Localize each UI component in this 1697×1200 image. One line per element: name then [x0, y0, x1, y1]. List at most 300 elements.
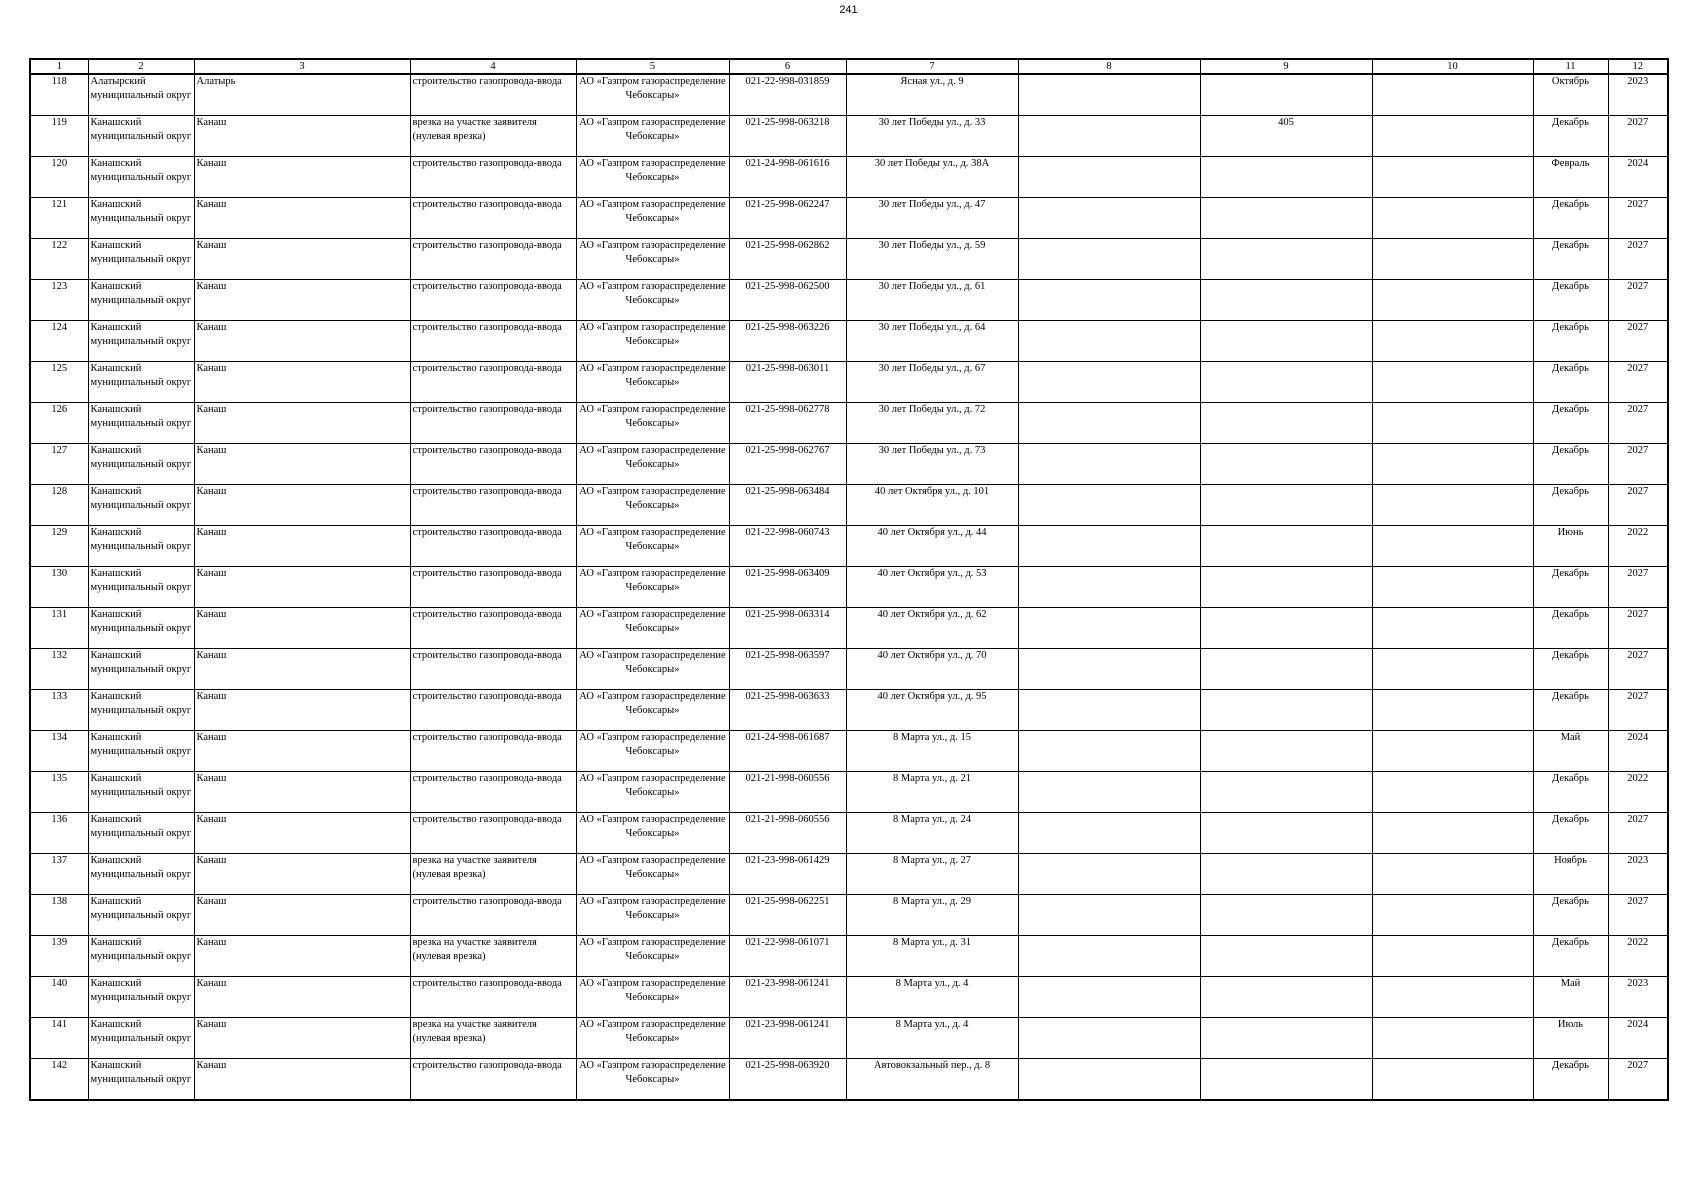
month-cell-text: Декабрь: [1552, 199, 1589, 210]
year-cell-text: 2027: [1627, 896, 1649, 907]
column-8-cell-text: [1021, 608, 1198, 648]
month-cell-text: Декабрь: [1552, 117, 1589, 128]
column-9-cell: [1200, 1059, 1372, 1101]
address-cell: [846, 1059, 1018, 1101]
application-code-cell: [729, 813, 846, 854]
work-type-cell-text: строительство газопровода-ввода: [412, 896, 562, 907]
column-9-cell-text: [1203, 1059, 1370, 1099]
column-10-cell: [1372, 854, 1533, 895]
column-10-cell-text: [1375, 690, 1531, 730]
column-header: 1: [30, 59, 88, 74]
column-8-cell: [1018, 936, 1200, 977]
table-row: [30, 280, 1668, 321]
work-type-cell-text: строительство газопровода-ввода: [412, 199, 562, 210]
application-code-cell-text: 021-25-998-063226: [745, 322, 830, 333]
year-cell-text: 2022: [1627, 773, 1649, 784]
month-cell: [1533, 321, 1608, 362]
column-9-cell: [1200, 608, 1372, 649]
row-number-text: 141: [51, 1019, 68, 1030]
column-9-cell-text: [1203, 813, 1370, 853]
column-header: 6: [729, 59, 846, 74]
application-code-cell: [729, 157, 846, 198]
district-cell: [88, 74, 194, 116]
month-cell: [1533, 1018, 1608, 1059]
address-cell: [846, 567, 1018, 608]
table-row: [30, 321, 1668, 362]
row-number-text: 122: [51, 240, 68, 251]
month-cell-text: Декабрь: [1552, 363, 1589, 374]
column-9-cell-text: [1203, 1018, 1370, 1058]
address-cell: [846, 526, 1018, 567]
row-number: [30, 362, 88, 403]
organization-cell-text: АО «Газпром газораспределение Чебоксары»: [579, 937, 726, 962]
row-number-text: 126: [51, 404, 68, 415]
month-cell: [1533, 567, 1608, 608]
work-type-cell-text: строительство газопровода-ввода: [412, 978, 562, 989]
city-cell-text: Канаш: [196, 1019, 227, 1030]
table-row: [30, 74, 1668, 116]
column-10-cell-text: [1375, 75, 1531, 115]
work-type-cell: [410, 772, 576, 813]
column-9-cell-text: [1203, 731, 1370, 771]
address-cell-text: Ясная ул., д. 9: [900, 76, 964, 87]
row-number-text: 140: [51, 978, 68, 989]
column-9-cell-text: [1203, 362, 1370, 402]
address-cell-text: Автовокзальный пер., д. 8: [873, 1060, 991, 1071]
district-cell-text: Канашский муниципальный округ: [90, 609, 192, 634]
application-code-cell-text: 021-22-998-060743: [745, 527, 830, 538]
application-code-cell-text: 021-25-998-063409: [745, 568, 830, 579]
month-cell: [1533, 936, 1608, 977]
row-number: [30, 444, 88, 485]
month-cell-text: Июль: [1557, 1019, 1584, 1030]
month-cell-text: Декабрь: [1552, 1060, 1589, 1071]
column-8-cell-text: [1021, 731, 1198, 771]
district-cell-text: Канашский муниципальный округ: [90, 691, 192, 716]
application-code-cell: [729, 854, 846, 895]
month-cell: [1533, 772, 1608, 813]
column-9-cell-text: [1203, 198, 1370, 238]
work-type-cell-text: врезка на участке заявителя (нулевая врезка): [412, 1019, 537, 1044]
month-cell-text: Декабрь: [1552, 609, 1589, 620]
year-cell-text: 2027: [1627, 281, 1649, 292]
district-cell-text: Алатырский муниципальный округ: [90, 76, 192, 101]
city-cell-text: Канаш: [196, 404, 227, 415]
month-cell-text: Декабрь: [1552, 240, 1589, 251]
column-10-cell-text: [1375, 977, 1531, 1017]
address-cell: [846, 854, 1018, 895]
organization-cell: [576, 649, 729, 690]
city-cell: [194, 321, 410, 362]
district-cell-text: Канашский муниципальный округ: [90, 322, 192, 347]
application-code-cell: [729, 772, 846, 813]
application-code-cell: [729, 526, 846, 567]
organization-cell-text: АО «Газпром газораспределение Чебоксары»: [579, 199, 726, 224]
city-cell: [194, 1018, 410, 1059]
district-cell-text: Канашский муниципальный округ: [90, 240, 192, 265]
row-number: [30, 1059, 88, 1101]
column-10-cell-text: [1375, 854, 1531, 894]
district-cell-text: Канашский муниципальный округ: [90, 527, 192, 552]
column-8-cell: [1018, 444, 1200, 485]
month-cell-text: Октябрь: [1551, 76, 1590, 87]
column-header: 11: [1533, 59, 1608, 74]
work-type-cell-text: строительство газопровода-ввода: [412, 363, 562, 374]
city-cell-text: Канаш: [196, 732, 227, 743]
city-cell: [194, 813, 410, 854]
district-cell: [88, 690, 194, 731]
city-cell: [194, 485, 410, 526]
organization-cell-text: АО «Газпром газораспределение Чебоксары»: [579, 158, 726, 183]
month-cell-text: Декабрь: [1552, 322, 1589, 333]
application-code-cell: [729, 895, 846, 936]
column-9-cell-text: [1203, 772, 1370, 812]
district-cell-text: Канашский муниципальный округ: [90, 896, 192, 921]
city-cell-text: Канаш: [196, 978, 227, 989]
address-cell: [846, 362, 1018, 403]
month-cell: [1533, 649, 1608, 690]
column-10-cell: [1372, 526, 1533, 567]
application-code-cell: [729, 649, 846, 690]
work-type-cell-text: строительство газопровода-ввода: [412, 322, 562, 333]
work-type-cell-text: строительство газопровода-ввода: [412, 240, 562, 251]
organization-cell: [576, 854, 729, 895]
work-type-cell: [410, 1059, 576, 1101]
column-9-cell-text: 405: [1278, 117, 1294, 128]
column-8-cell: [1018, 649, 1200, 690]
table-row: [30, 239, 1668, 280]
district-cell-text: Канашский муниципальный округ: [90, 363, 192, 388]
organization-cell-text: АО «Газпром газораспределение Чебоксары»: [579, 404, 726, 429]
organization-cell: [576, 977, 729, 1018]
year-cell-text: 2024: [1627, 732, 1649, 743]
application-code-cell-text: 021-24-998-061616: [745, 158, 830, 169]
address-cell-text: 30 лет Победы ул., д. 67: [878, 363, 986, 374]
organization-cell-text: АО «Газпром газораспределение Чебоксары»: [579, 773, 726, 798]
work-type-cell-text: врезка на участке заявителя (нулевая врезка): [412, 117, 537, 142]
year-cell: [1608, 772, 1668, 813]
column-8-cell-text: [1021, 444, 1198, 484]
district-cell: [88, 936, 194, 977]
table-row: [30, 1059, 1668, 1101]
city-cell: [194, 403, 410, 444]
application-code-cell-text: 021-25-998-062251: [745, 896, 830, 907]
column-8-cell-text: [1021, 567, 1198, 607]
application-code-cell-text: 021-25-998-063484: [745, 486, 830, 497]
district-cell-text: Канашский муниципальный округ: [90, 855, 192, 880]
column-9-cell-text: [1203, 690, 1370, 730]
month-cell-text: Декабрь: [1552, 896, 1589, 907]
column-9-cell: [1200, 280, 1372, 321]
column-9-cell-text: [1203, 157, 1370, 197]
month-cell-text: Декабрь: [1552, 650, 1589, 661]
address-cell-text: 8 Марта ул., д. 29: [893, 896, 971, 907]
column-8-cell-text: [1021, 772, 1198, 812]
row-number-text: 128: [51, 486, 68, 497]
table-row: [30, 772, 1668, 813]
organization-cell-text: АО «Газпром газораспределение Чебоксары»: [579, 322, 726, 347]
application-code-cell: [729, 485, 846, 526]
district-cell: [88, 567, 194, 608]
month-cell-text: Декабрь: [1552, 773, 1589, 784]
work-type-cell: [410, 608, 576, 649]
column-8-cell: [1018, 157, 1200, 198]
column-10-cell-text: [1375, 895, 1531, 935]
city-cell: [194, 198, 410, 239]
organization-cell-text: АО «Газпром газораспределение Чебоксары»: [579, 814, 726, 839]
application-code-cell: [729, 608, 846, 649]
organization-cell: [576, 895, 729, 936]
city-cell-text: Канаш: [196, 691, 227, 702]
district-cell-text: Канашский муниципальный округ: [90, 1060, 192, 1085]
work-type-cell-text: врезка на участке заявителя (нулевая врезка): [412, 855, 537, 880]
address-cell-text: 40 лет Октября ул., д. 101: [874, 486, 990, 497]
city-cell-text: Канаш: [196, 527, 227, 538]
application-code-cell: [729, 731, 846, 772]
application-code-cell-text: 021-24-998-061687: [745, 732, 830, 743]
organization-cell-text: АО «Газпром газораспределение Чебоксары»: [579, 896, 726, 921]
work-type-cell-text: строительство газопровода-ввода: [412, 568, 562, 579]
column-8-cell-text: [1021, 813, 1198, 853]
city-cell: [194, 444, 410, 485]
row-number-text: 121: [51, 199, 68, 210]
year-cell-text: 2027: [1627, 691, 1649, 702]
address-cell: [846, 895, 1018, 936]
organization-cell: [576, 321, 729, 362]
city-cell-text: Канаш: [196, 609, 227, 620]
table-row: [30, 444, 1668, 485]
table-row: [30, 854, 1668, 895]
column-10-cell: [1372, 321, 1533, 362]
column-8-cell: [1018, 772, 1200, 813]
column-10-cell: [1372, 936, 1533, 977]
column-9-cell-text: [1203, 485, 1370, 525]
row-number-text: 125: [51, 363, 68, 374]
column-9-cell-text: [1203, 403, 1370, 443]
organization-cell-text: АО «Газпром газораспределение Чебоксары»: [579, 1019, 726, 1044]
column-8-cell-text: [1021, 485, 1198, 525]
column-10-cell: [1372, 157, 1533, 198]
year-cell-text: 2027: [1627, 445, 1649, 456]
organization-cell: [576, 362, 729, 403]
year-cell-text: 2027: [1627, 568, 1649, 579]
district-cell: [88, 157, 194, 198]
column-10-cell: [1372, 239, 1533, 280]
column-8-cell-text: [1021, 1059, 1198, 1099]
application-code-cell: [729, 403, 846, 444]
month-cell-text: Декабрь: [1552, 486, 1589, 497]
column-9-cell: [1200, 362, 1372, 403]
organization-cell: [576, 1059, 729, 1101]
address-cell-text: 40 лет Октября ул., д. 70: [877, 650, 987, 661]
year-cell: [1608, 485, 1668, 526]
organization-cell-text: АО «Газпром газораспределение Чебоксары»: [579, 240, 726, 265]
address-cell-text: 30 лет Победы ул., д. 72: [878, 404, 986, 415]
year-cell-text: 2023: [1627, 76, 1649, 87]
year-cell: [1608, 649, 1668, 690]
city-cell: [194, 74, 410, 116]
row-number-text: 139: [51, 937, 68, 948]
organization-cell: [576, 1018, 729, 1059]
row-number: [30, 403, 88, 444]
city-cell-text: Канаш: [196, 158, 227, 169]
month-cell-text: Декабрь: [1552, 568, 1589, 579]
organization-cell-text: АО «Газпром газораспределение Чебоксары»: [579, 568, 726, 593]
year-cell: [1608, 321, 1668, 362]
organization-cell: [576, 813, 729, 854]
column-8-cell: [1018, 608, 1200, 649]
application-code-cell-text: 021-21-998-060556: [745, 814, 830, 825]
district-cell: [88, 649, 194, 690]
work-type-cell: [410, 280, 576, 321]
month-cell: [1533, 690, 1608, 731]
column-9-cell: [1200, 936, 1372, 977]
address-cell: [846, 731, 1018, 772]
work-type-cell: [410, 526, 576, 567]
district-cell-text: Канашский муниципальный округ: [90, 486, 192, 511]
year-cell: [1608, 1018, 1668, 1059]
organization-cell: [576, 444, 729, 485]
column-8-cell-text: [1021, 280, 1198, 320]
address-cell-text: 40 лет Октября ул., д. 95: [877, 691, 987, 702]
city-cell: [194, 1059, 410, 1101]
column-10-cell-text: [1375, 239, 1531, 279]
work-type-cell: [410, 567, 576, 608]
column-10-cell: [1372, 813, 1533, 854]
city-cell-text: Канаш: [196, 896, 227, 907]
column-9-cell: [1200, 567, 1372, 608]
work-type-cell-text: строительство газопровода-ввода: [412, 1060, 562, 1071]
row-number: [30, 977, 88, 1018]
column-9-cell-text: [1203, 977, 1370, 1017]
address-cell: [846, 116, 1018, 157]
address-cell: [846, 977, 1018, 1018]
month-cell: [1533, 116, 1608, 157]
table-row: [30, 895, 1668, 936]
column-8-cell-text: [1021, 321, 1198, 361]
row-number: [30, 649, 88, 690]
row-number: [30, 1018, 88, 1059]
column-8-cell: [1018, 1059, 1200, 1101]
column-8-cell-text: [1021, 690, 1198, 730]
column-9-cell: [1200, 74, 1372, 116]
table-row: [30, 526, 1668, 567]
district-cell: [88, 198, 194, 239]
work-type-cell: [410, 198, 576, 239]
month-cell-text: Май: [1560, 732, 1581, 743]
address-cell-text: 8 Марта ул., д. 24: [893, 814, 971, 825]
column-10-cell-text: [1375, 567, 1531, 607]
city-cell-text: Канаш: [196, 117, 227, 128]
work-type-cell-text: строительство газопровода-ввода: [412, 609, 562, 620]
year-cell: [1608, 690, 1668, 731]
address-cell: [846, 198, 1018, 239]
city-cell: [194, 854, 410, 895]
year-cell: [1608, 239, 1668, 280]
month-cell: [1533, 444, 1608, 485]
column-8-cell: [1018, 813, 1200, 854]
organization-cell: [576, 731, 729, 772]
table-row: [30, 813, 1668, 854]
column-9-cell: [1200, 813, 1372, 854]
application-code-cell-text: 021-25-998-063218: [745, 117, 830, 128]
month-cell-text: Декабрь: [1552, 281, 1589, 292]
address-cell-text: 30 лет Победы ул., д. 64: [878, 322, 986, 333]
district-cell-text: Канашский муниципальный округ: [90, 281, 192, 306]
column-10-cell-text: [1375, 772, 1531, 812]
application-code-cell: [729, 690, 846, 731]
row-number: [30, 198, 88, 239]
month-cell: [1533, 239, 1608, 280]
work-type-cell: [410, 731, 576, 772]
address-cell: [846, 649, 1018, 690]
column-9-cell: [1200, 690, 1372, 731]
column-8-cell: [1018, 895, 1200, 936]
column-9-cell-text: [1203, 444, 1370, 484]
row-number: [30, 895, 88, 936]
city-cell-text: Канаш: [196, 445, 227, 456]
column-9-cell: [1200, 444, 1372, 485]
year-cell-text: 2023: [1627, 978, 1649, 989]
column-header: 7: [846, 59, 1018, 74]
organization-cell-text: АО «Газпром газораспределение Чебоксары»: [579, 609, 726, 634]
work-type-cell: [410, 485, 576, 526]
year-cell-text: 2027: [1627, 609, 1649, 620]
row-number-text: 137: [51, 855, 68, 866]
organization-cell: [576, 280, 729, 321]
column-9-cell: [1200, 321, 1372, 362]
year-cell-text: 2027: [1627, 240, 1649, 251]
district-cell: [88, 813, 194, 854]
column-8-cell-text: [1021, 895, 1198, 935]
city-cell: [194, 608, 410, 649]
organization-cell-text: АО «Газпром газораспределение Чебоксары»: [579, 486, 726, 511]
work-type-cell-text: строительство газопровода-ввода: [412, 404, 562, 415]
column-10-cell-text: [1375, 608, 1531, 648]
column-10-cell-text: [1375, 1059, 1531, 1099]
year-cell: [1608, 116, 1668, 157]
work-type-cell-text: строительство газопровода-ввода: [412, 732, 562, 743]
month-cell-text: Декабрь: [1552, 937, 1589, 948]
city-cell: [194, 157, 410, 198]
year-cell: [1608, 403, 1668, 444]
organization-cell-text: АО «Газпром газораспределение Чебоксары»: [579, 76, 726, 101]
column-10-cell-text: [1375, 280, 1531, 320]
column-9-cell-text: [1203, 321, 1370, 361]
row-number-text: 120: [51, 158, 68, 169]
column-8-cell-text: [1021, 649, 1198, 689]
district-cell: [88, 731, 194, 772]
row-number: [30, 321, 88, 362]
district-cell: [88, 526, 194, 567]
month-cell: [1533, 731, 1608, 772]
row-number-text: 138: [51, 896, 68, 907]
city-cell: [194, 977, 410, 1018]
table-row: [30, 690, 1668, 731]
row-number-text: 130: [51, 568, 68, 579]
month-cell-text: Декабрь: [1552, 814, 1589, 825]
row-number: [30, 485, 88, 526]
city-cell-text: Канаш: [196, 240, 227, 251]
month-cell-text: Февраль: [1551, 158, 1590, 169]
column-10-cell-text: [1375, 731, 1531, 771]
year-cell: [1608, 198, 1668, 239]
city-cell-text: Канаш: [196, 773, 227, 784]
organization-cell: [576, 772, 729, 813]
district-cell: [88, 977, 194, 1018]
district-cell-text: Канашский муниципальный округ: [90, 117, 192, 142]
work-type-cell-text: строительство газопровода-ввода: [412, 691, 562, 702]
